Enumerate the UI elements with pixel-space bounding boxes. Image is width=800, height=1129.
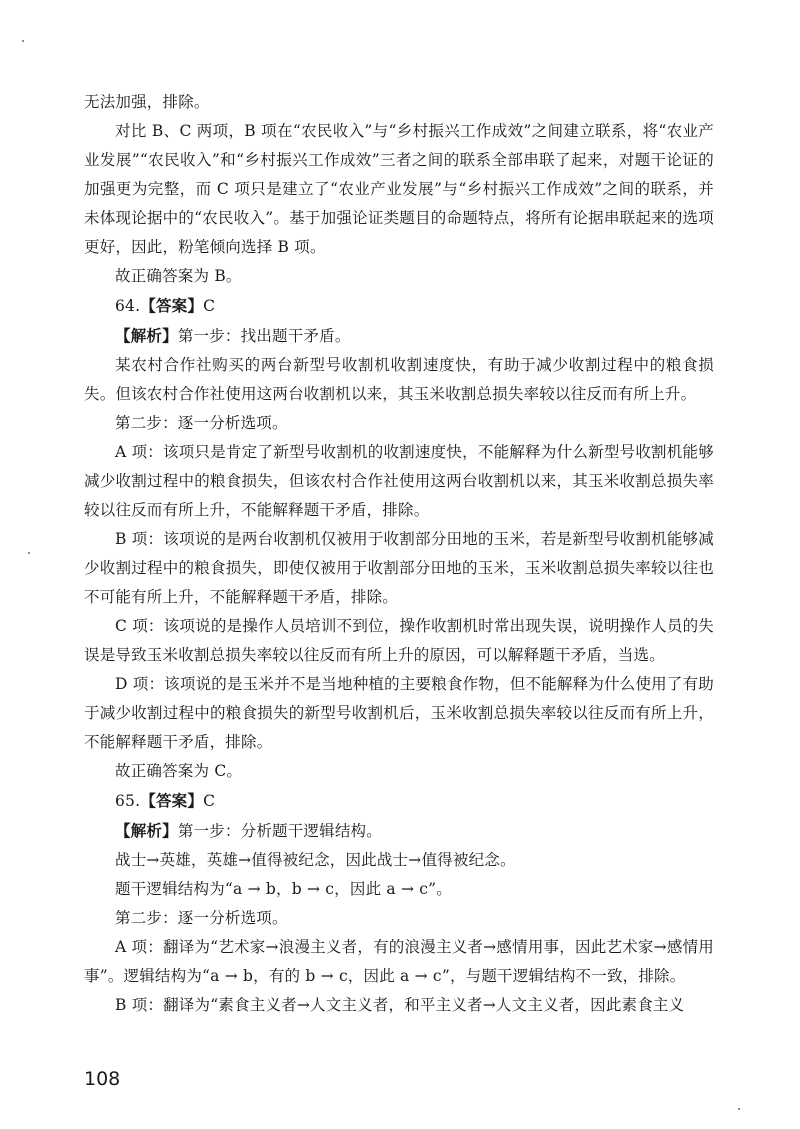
- paragraph: 第二步：逐一分析选项。: [115, 909, 288, 927]
- paragraph: 某农村合作社购买的两台新型号收割机收割速度快，有助于减少收割过程中的粮食损失。但该农村合作社使用这两台收割机以来，其玉米收割总损失率较以往反而有所上升。: [84, 356, 714, 403]
- answer-tag: 【答案】: [140, 791, 204, 810]
- option-analysis-a: A 项：该项只是肯定了新型号收割机的收割速度快，不能解释为什么新型号收割机能够减少收割过程中的粮食损失，但该农村合作社使用这两台收割机以来，其玉米收割总损失率较以往反而有所上升，不能解释题干矛盾，排除。: [84, 443, 714, 519]
- option-analysis-b: B 项：该项说的是两台收割机仅被用于收割部分田地的玉米，若是新型号收割机能够减少收割过程中的粮食损失，即使仅被用于收割部分田地的玉米，玉米收割总损失率较以往也不可能有所上升，不能解释题干矛盾，排除。: [84, 530, 714, 606]
- paragraph: 无法加强，排除。: [84, 93, 210, 111]
- scan-speck: [28, 552, 30, 554]
- answer-line: 64.【答案】C: [115, 296, 216, 315]
- paragraph: 对比 B、C 两项，B 项在“农民收入”与“乡村振兴工作成效”之间建立联系，将“农业产业发展”“农民收入”和“乡村振兴工作成效”三者之间的联系全部串联了起来，对题干论证的加强更为完整，而 C 项只是建立了“农业产业发展”与“乡村振兴工作成效”之间的联系，并未体现论据中的“农民收入”。基于加强论证类题目的命题特点，将所有论据串联起来的选项更好，因此，粉笔倾向选择 B 项。: [84, 122, 714, 256]
- answer-line: 65.【答案】C: [115, 791, 216, 810]
- scan-speck: [22, 40, 24, 42]
- option-analysis-c: C 项：该项说的是操作人员培训不到位，操作收割机时常出现失误，说明操作人员的失误是导致玉米收割总损失率较以往反而有所上升的原因，可以解释题干矛盾，当选。: [84, 617, 714, 664]
- option-analysis-b: B 项：翻译为“素食主义者→人文主义者，和平主义者→人文主义者，因此素食主义: [115, 996, 685, 1014]
- answer-tag: 【答案】: [140, 296, 204, 315]
- body-text: [84, 88, 714, 1020]
- paragraph: 战士→英雄，英雄→值得被纪念，因此战士→值得被纪念。: [115, 851, 516, 869]
- analysis-line: 【解析】第一步：找出题干矛盾。: [115, 326, 351, 345]
- paragraph: 第二步：逐一分析选项。: [115, 414, 288, 432]
- question-number: 64.: [115, 297, 141, 315]
- page-number: 108: [84, 1068, 121, 1090]
- option-analysis-a: A 项：翻译为“艺术家→浪漫主义者，有的浪漫主义者→感情用事，因此艺术家→感情用事”。逻辑结构为“a → b，有的 b → c，因此 a → c”，与题干逻辑结构不一致，排除。: [84, 938, 714, 985]
- paragraph: 题干逻辑结构为“a → b，b → c，因此 a → c”。: [115, 880, 452, 898]
- paragraph: 故正确答案为 B。: [115, 267, 242, 285]
- scan-speck: [738, 1108, 740, 1110]
- question-number: 65.: [115, 792, 141, 810]
- analysis-tag: 【解析】: [115, 821, 178, 840]
- analysis-line: 【解析】第一步：分析题干逻辑结构。: [115, 821, 382, 840]
- option-analysis-d: D 项：该项说的是玉米并不是当地种植的主要粮食作物，但不能解释为什么使用了有助于减少收割过程中的粮食损失的新型号收割机后，玉米收割总损失率较以往反而有所上升，不能解释题干矛盾，排除。: [84, 675, 714, 751]
- analysis-tag: 【解析】: [115, 326, 178, 345]
- paragraph: 故正确答案为 C。: [115, 762, 243, 780]
